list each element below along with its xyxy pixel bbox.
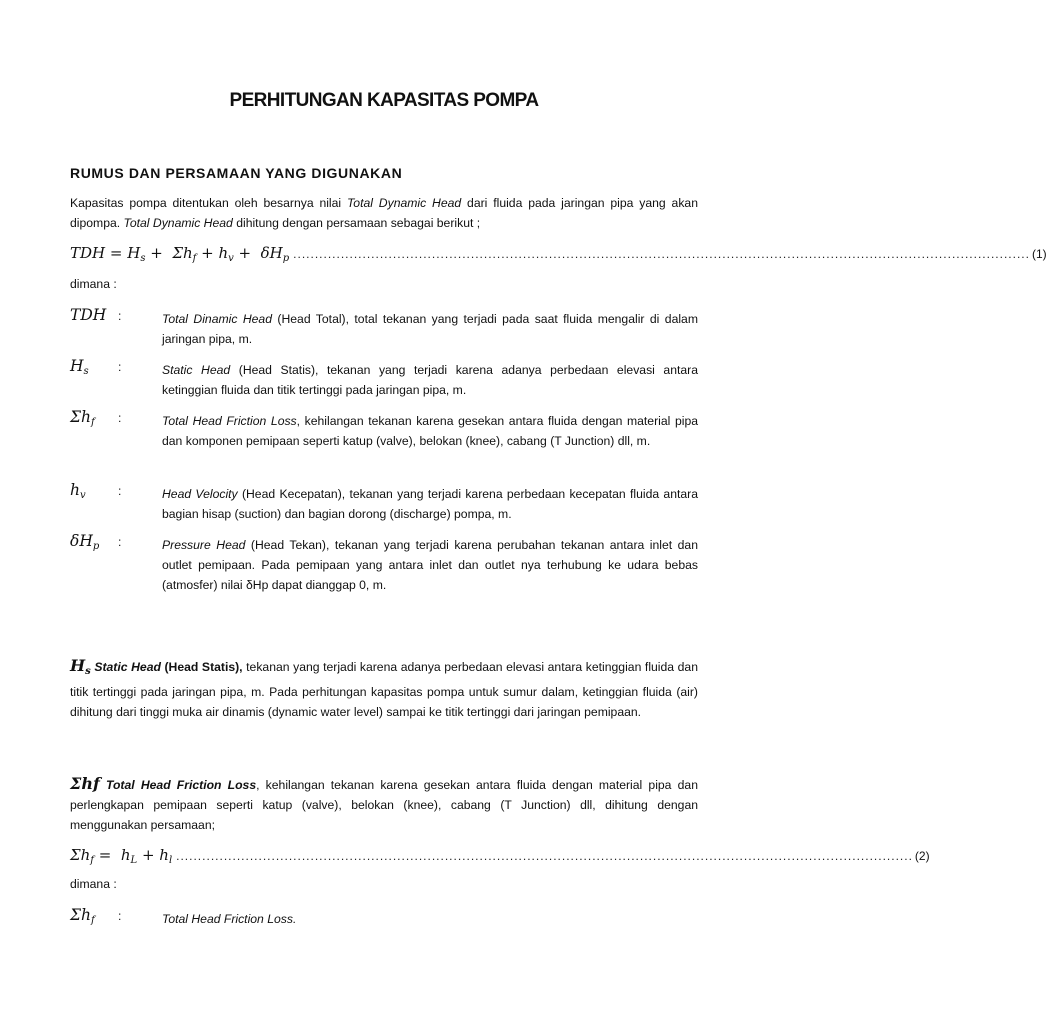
definition-hf <box>70 408 700 471</box>
leader-dots: .......................................................................................................................................................................... <box>293 247 1030 261</box>
definition-tdh <box>70 306 700 349</box>
colon: : <box>118 411 122 425</box>
dimana-label-2: dimana : <box>70 877 117 891</box>
friction-loss-paragraph: Σhf Total Head Friction Loss, kehilangan tekanan karena gesekan antara fluida dengan material pipa dan perlengkapan pemipaan seperti katup (valve), belokan (knee), cabang (T Junction) dll, dihitung dengan menggunakan persamaan; <box>70 774 698 832</box>
definition-symbol: $h_v$ <box>70 481 86 501</box>
friction-loss-symbol: Σhf <box>70 774 100 793</box>
leader-dots: .......................................................................................................................................................................... <box>176 849 913 863</box>
definition-text: Total Head Friction Loss. <box>162 912 297 926</box>
static-head-symbol: $H_s$ <box>70 656 91 677</box>
definition-hs <box>70 357 700 400</box>
definition-symbol: $\delta H_p$ <box>70 532 100 552</box>
colon: : <box>118 909 122 923</box>
colon: : <box>118 484 122 498</box>
dimana-label: dimana : <box>70 277 117 291</box>
colon: : <box>118 535 122 549</box>
equation-2-number: (2) <box>914 849 930 863</box>
equation-1 <box>70 244 1047 264</box>
definition-hf-2 <box>70 906 700 933</box>
definition-text: Total Head Friction Loss, kehilangan tekanan karena gesekan antara fluida dengan material pipa dan komponen pemipaan seperti katup (valve), belokan (knee), cabang (T Junction) dll, m. <box>162 414 698 448</box>
equation-1-number: (1) <box>1031 247 1047 261</box>
definition-dhp <box>70 532 700 595</box>
colon: : <box>118 309 122 323</box>
definition-text: Static Head (Head Statis), tekanan yang terjadi karena adanya perbedaan elevasi antara ketinggian fluida dan titik tertinggi pada jaringan pipa, m. <box>162 363 698 397</box>
colon: : <box>118 360 122 374</box>
section-heading: RUMUS DAN PERSAMAAN YANG DIGUNAKAN <box>70 165 403 181</box>
page-title: PERHITUNGAN KAPASITAS POMPA <box>229 90 539 111</box>
static-head-paragraph: $H_s$ Static Head (Head Statis), tekanan yang terjadi karena adanya perbedaan elevasi antara ketinggian fluida dan titik tertinggi pada jaringan pipa, m. Pada perhitungan kapasitas pompa untuk sumur dalam, ketinggian fluida (air) dihitung dari tinggi muka air dinamis (dynamic water level) sampai ke titik tertinggi dari jaringan pemipaan. <box>70 656 698 719</box>
definition-symbol: TDH <box>70 306 107 324</box>
definition-symbol: $\Sigma h_f$ <box>70 906 95 926</box>
definition-text: Pressure Head (Head Tekan), tekanan yang terjadi karena perubahan tekanan antara inlet dan outlet pemipaan. Pada pemipaan yang antara inlet dan outlet nya terhubung ke udara bebas (atmosfer) nilai δHp dapat dianggap 0, m. <box>162 538 698 592</box>
definition-symbol: $\Sigma h_f$ <box>70 408 95 428</box>
definition-hv <box>70 481 700 524</box>
definition-symbol: $H_s$ <box>70 357 89 377</box>
definition-text: Head Velocity (Head Kecepatan), tekanan yang terjadi karena perbedaan kecepatan fluida antara bagian hisap (suction) dan bagian dorong (discharge) pompa, m. <box>162 487 698 521</box>
intro-paragraph: Kapasitas pompa ditentukan oleh besarnya nilai Total Dynamic Head dari fluida pada jaringan pipa yang akan dipompa. Total Dynamic Head dihitung dengan persamaan sebagai berikut ; <box>70 196 698 230</box>
definition-text: Total Dinamic Head (Head Total), total tekanan yang terjadi pada saat fluida mengalir di dalam jaringan pipa, m. <box>162 312 698 346</box>
equation-2 <box>70 846 930 866</box>
equation-2-expression: $\Sigma h_f = h_L + h_l$ <box>70 846 173 866</box>
equation-1-expression: TDH = $H_s + \Sigma h_f + h_v + \delta H_p$ <box>70 244 290 264</box>
